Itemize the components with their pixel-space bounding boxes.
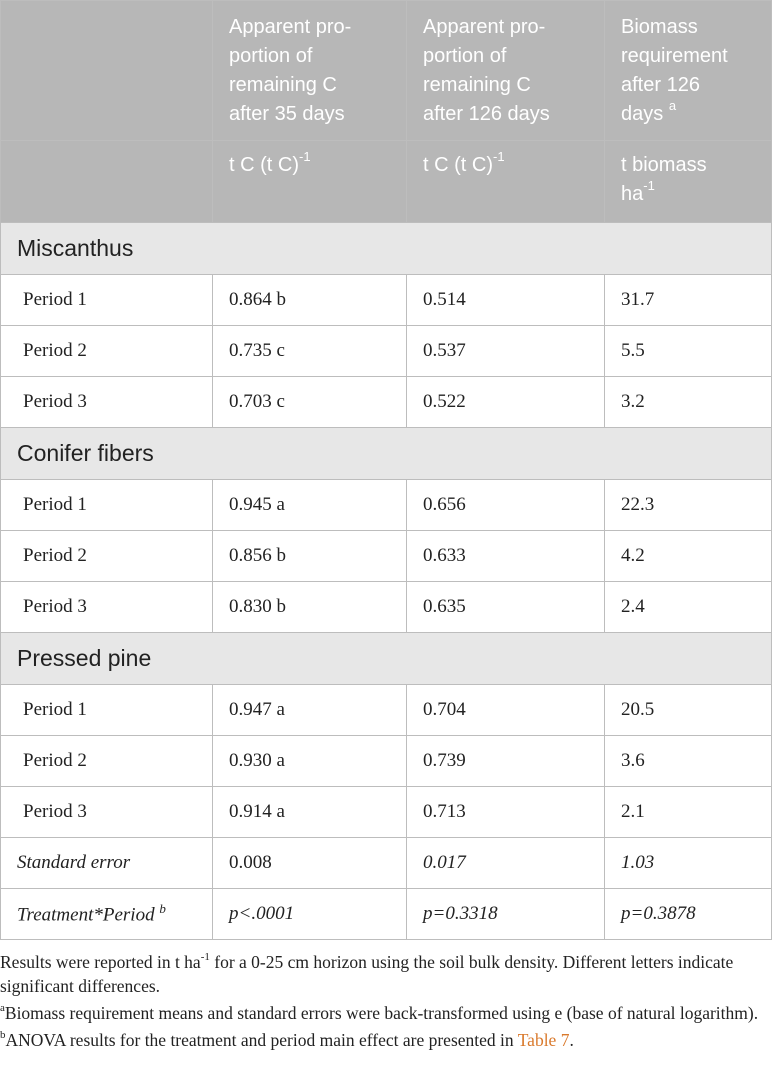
row-label: Period 3	[1, 787, 213, 838]
cell-se-biomass: 1.03	[605, 838, 772, 889]
header-biomass-line2: requirement	[621, 45, 728, 67]
cell-se-c126: 0.017	[407, 838, 605, 889]
header-c126-line3: remaining C	[423, 74, 531, 96]
table-row	[1, 736, 772, 787]
footnote-units-b: for a 0-25 cm horizon using the soil bulk density. Different letters indicate significant differences.	[0, 952, 734, 996]
footnote-b-marker: b	[0, 1029, 6, 1042]
cell-c126: 0.514	[407, 275, 605, 326]
header-biomass-line4: days	[621, 103, 664, 125]
row-label: Period 2	[1, 531, 213, 582]
row-label: Period 1	[1, 685, 213, 736]
footnote-units-sup: -1	[200, 951, 210, 964]
group-row-conifer-fibers	[1, 428, 772, 480]
unit-stub-cell	[1, 141, 213, 223]
header-c126	[407, 1, 605, 141]
unit-c35	[213, 141, 407, 223]
table-row	[1, 787, 772, 838]
cell-biomass: 20.5	[605, 685, 772, 736]
cell-c126: 0.656	[407, 480, 605, 531]
cell-biomass: 31.7	[605, 275, 772, 326]
unit-biomass-text1: t biomass	[621, 154, 707, 176]
cell-c126: 0.522	[407, 377, 605, 428]
footnote-a	[0, 1001, 772, 1025]
footnote-marker-b: b	[159, 901, 166, 917]
cell-biomass: 3.2	[605, 377, 772, 428]
cell-c35: 0.930 a	[213, 736, 407, 787]
cell-int-biomass: p=0.3878	[605, 889, 772, 940]
header-c126-line4: after 126 days	[423, 103, 550, 125]
unit-c126-text: t C (t C)	[423, 154, 493, 176]
cell-c126: 0.704	[407, 685, 605, 736]
group-label: Miscanthus	[1, 223, 772, 275]
interaction-label-text: Treatment*Period	[17, 904, 155, 926]
cell-c35: 0.735 c	[213, 326, 407, 377]
unit-biomass	[605, 141, 772, 223]
footnote-b-text: ANOVA results for the treatment and period main effect are presented in	[5, 1030, 518, 1050]
header-biomass-line3: after 126	[621, 74, 700, 96]
row-label: Period 1	[1, 480, 213, 531]
cell-c126: 0.713	[407, 787, 605, 838]
table-row	[1, 582, 772, 633]
cell-biomass: 22.3	[605, 480, 772, 531]
row-label: Period 3	[1, 377, 213, 428]
header-c35-line1: Apparent pro-	[229, 16, 352, 38]
group-label: Pressed pine	[1, 633, 772, 685]
footnote-units-a: Results were reported in t ha	[0, 952, 201, 972]
unit-biomass-sup: -1	[643, 178, 655, 194]
cell-se-c35: 0.008	[213, 838, 407, 889]
row-label-interaction	[1, 889, 213, 940]
table-footnotes	[0, 950, 772, 1055]
header-c35	[213, 1, 407, 141]
cell-biomass: 2.1	[605, 787, 772, 838]
cell-c35: 0.864 b	[213, 275, 407, 326]
table-row	[1, 531, 772, 582]
cell-int-c126: p=0.3318	[407, 889, 605, 940]
header-c35-line4: after 35 days	[229, 103, 345, 125]
table-row	[1, 275, 772, 326]
cell-biomass: 5.5	[605, 326, 772, 377]
footnote-a-marker: a	[0, 1002, 5, 1015]
group-row-pressed-pine	[1, 633, 772, 685]
unit-c35-sup: -1	[299, 149, 311, 165]
group-row-miscanthus	[1, 223, 772, 275]
header-stub-cell	[1, 1, 213, 141]
header-biomass	[605, 1, 772, 141]
cell-c35: 0.856 b	[213, 531, 407, 582]
unit-biomass-text2: ha	[621, 183, 644, 205]
interaction-row	[1, 889, 772, 940]
cell-biomass: 4.2	[605, 531, 772, 582]
footnote-b	[0, 1028, 772, 1052]
group-label: Conifer fibers	[1, 428, 772, 480]
cell-int-c35: p<.0001	[213, 889, 407, 940]
table-row	[1, 326, 772, 377]
footnote-units	[0, 950, 772, 998]
unit-c126-sup: -1	[493, 149, 505, 165]
footnote-b-end: .	[569, 1030, 574, 1050]
footnote-marker-a: a	[668, 98, 677, 114]
table-7-link[interactable]: Table 7	[517, 1030, 570, 1050]
cell-c35: 0.830 b	[213, 582, 407, 633]
cell-c126: 0.635	[407, 582, 605, 633]
cell-biomass: 2.4	[605, 582, 772, 633]
row-label: Period 1	[1, 275, 213, 326]
row-label: Period 2	[1, 736, 213, 787]
cell-c126: 0.537	[407, 326, 605, 377]
footnote-a-text: Biomass requirement means and standard errors were back-transformed using e (base of natural logarithm).	[4, 1003, 759, 1023]
cell-c126: 0.633	[407, 531, 605, 582]
row-label: Period 2	[1, 326, 213, 377]
cell-c35: 0.703 c	[213, 377, 407, 428]
header-c35-line2: portion of	[229, 45, 313, 67]
header-c126-line1: Apparent pro-	[423, 16, 546, 38]
table-row	[1, 377, 772, 428]
cell-c35: 0.914 a	[213, 787, 407, 838]
cell-c126: 0.739	[407, 736, 605, 787]
table-row	[1, 480, 772, 531]
cell-c35: 0.947 a	[213, 685, 407, 736]
unit-c126	[407, 141, 605, 223]
header-biomass-line1: Biomass	[621, 16, 698, 38]
cell-c35: 0.945 a	[213, 480, 407, 531]
row-label: Period 3	[1, 582, 213, 633]
cell-biomass: 3.6	[605, 736, 772, 787]
row-label-standard-error: Standard error	[1, 838, 213, 889]
header-c126-line2: portion of	[423, 45, 507, 67]
header-c35-line3: remaining C	[229, 74, 337, 96]
standard-error-row	[1, 838, 772, 889]
unit-c35-text: t C (t C)	[229, 154, 299, 176]
table-row	[1, 685, 772, 736]
